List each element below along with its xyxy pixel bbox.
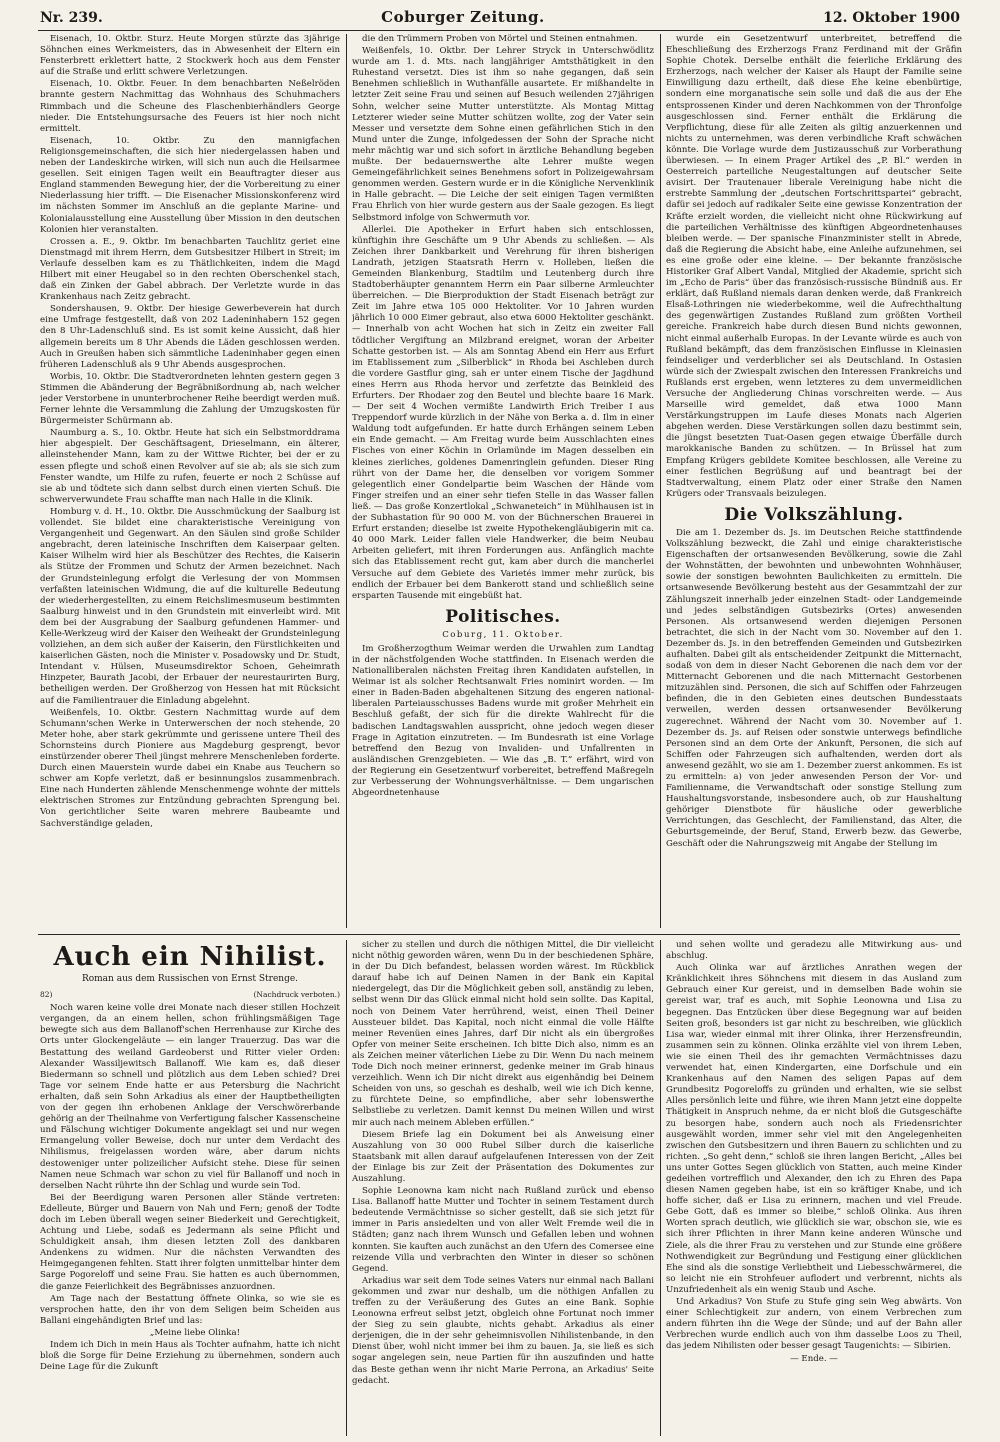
politics-heading: Politisches. — [445, 606, 561, 627]
article-paragraph: Noch waren keine volle drei Monate nach dieser stillen Hochzeit vergangen, da an einem hellen, schon frühlingsmäßigen Tage bewegte sich aus dem Ballanoff'schen Herrenhause zur Kirche des Orts unter Glockengeläute — ein langer Trauerzug. Das war die Bestattung des weiland Gardeoberst und Ritter vieler Orden: Alexander Wassiljewitsch Ballanoff. Wie kam es, daß dieser Biedermann so schnell und plötzlich aus dem Leben schied? Drei Tage vor seinem Ende hatte er aus Petersburg die Nachricht erhalten, daß sein Sohn Arkadius als einer der Hauptbetheiligten von der gegen ihn erhobenen Anklage der Verschwörerbande gehörig an der Theilnahme von Verfertigung falscher Kassenscheine und Fälschung wichtiger Dokumente angeklagt sei und nur wegen Ermangelung voller Beweise, doch nur unter dem Verdacht des Nihilismus, freigelassen worden wäre, aber darum nichts destoweniger unter polizeilicher Aufsicht stehe. Diese für seinen Namen neue Schmach war schon zu viel für Ballanoff und noch in derselben Nacht rührte ihn der Schlag und wurde sein Tod. — [40, 1003, 340, 1191]
feuilleton-rule — [38, 934, 960, 935]
article-paragraph: Am Tage nach der Bestattung öffnete Olinka, so wie sie es versprochen hatte, den ihr von dem Seligen beim Scheiden aus Ballani eingehändigten Brief und las: — [40, 1293, 340, 1326]
serial-end: — Ende. — — [790, 1354, 838, 1365]
serial-column-2 — [352, 940, 654, 1436]
masthead — [40, 8, 960, 28]
column-rule — [346, 34, 347, 928]
article-paragraph: Diesem Briefe lag ein Dokument bei als Anweisung einer Auszahlung von 30 000 Rubel Silber durch die kaiserliche Staatsbank mit allen darauf aufgelaufenen Interessen von der Zeit der Einlage bis zur Zeit der Präsentation des Dokumentes zur Auszahlung. — [352, 1129, 654, 1184]
newspaper-title: Coburger Zeitung. — [381, 8, 545, 26]
news-column-2 — [352, 34, 654, 928]
article-paragraph: sicher zu stellen und durch die nöthigen Mittel, die Dir vielleicht nicht nöthig geworden wären, wenn Du in der beschiedenen Sphäre, in der Du Dich befandest, belassen worden wärest. Im Rückblick darauf habe ich auf Deinen Namen in der Bank ein Kapital niedergelegt, das Dir die Möglichkeit geben soll, anständig zu leben, selbst wenn Dir das Glück einmal nicht hold sein sollte. Das Kapital, noch von Deinem Vater herrührend, weist, einen Theil Deiner Aussteuer bildet. Das Kapital, noch nicht einmal die volle Hälfte meiner Revenüen eines Jahres, darf Dir nicht als ein übergroßes Opfer von meiner Seite erscheinen. Ich bitte Dich also, nimm es an als Zeichen meiner väterlichen Liebe zu Dir. Wenn Du nach meinem Tode Dich noch meiner erinnerst, gedenke meiner im Grab hinaus verzeihlich. Wenn ich Dir nicht direkt aus eigenhändig bei Deinem Scheiden von uns, so geschah es deshalb, weil wie ich Dich kenne, zu fürchtete Deine, so empfindliche, aber sehr lobenswerthe Selbstliebe zu verletzen. Damit kennst Du meinen Willen und wirst mir auch nach meinem Ableben erfüllen.“ — [352, 940, 654, 1128]
column-rule — [660, 940, 661, 1436]
article-paragraph: Eisenach, 10. Oktbr. Zu den mannigfachen Religionsgemeinschaften, die sich hier niedergelassen haben und neben der Landeskirche wirken, will sich nun auch die Heilsarmee gesellen. Seit einigen Tagen weilt ein Beauftragter dieser aus England stammenden Bewegung hier, der die Vorbereitung zu einer Niederlassung hier trifft. — Die Eisenacher Missionskonferenz wird im nächsten Sommer im Anschluß an die geplante Marine- und Kolonialausstellung eine Ausstellung über Mission in den deutschen Kolonien hier veranstalten. — [40, 135, 340, 235]
article-paragraph: Sophie Leonowna kam nicht nach Rußland zurück und ebenso Lisa. Ballanoff hatte Mutter und Tochter in seinem Testament durch bedeutende Vermächtnisse so sicher gestellt, daß sie sich jetzt für immer in Paris ansiedelten und von aller Welt Fremde weil die in Städten; ganz nach ihrem Wunsch und Gefallen leben und wohnen konnten. Sie kauften auch zunächst an den Ufern des Comersee eine reizende Villa und verbrachten den Winter in dieser so schönen Gegend. — [352, 1186, 654, 1274]
article-paragraph: Eisenach, 10. Oktbr. Sturz. Heute Morgen stürzte das 3jährige Söhnchen eines Werkmeisters, das in Abwesenheit der Eltern ein Fensterbrett erklettert hatte, 2 Stockwerk hoch aus dem Fenster auf die Straße und erlitt schwere Verletzungen. — [40, 34, 340, 78]
column-rule — [346, 940, 347, 1436]
article-paragraph: Indem ich Dich in mein Haus als Tochter aufnahm, hatte ich nicht bloß die Sorge für Deine Erziehung zu übernehmen, sondern auch Deine Lage für die Zukunft — [40, 1340, 340, 1373]
article-paragraph: Weißenfels, 10. Oktbr. Der Lehrer Stryck in Unterschwödlitz wurde am 1. d. Mts. nach langjähriger Amtsthätigkeit in den Ruhestand versetzt. Dies ist ihm so nahe gegangen, daß sein Benehmen schließlich in Wuthanfälle ausartete. Er mißhandelte in letzter Zeit seine Frau und seinen auf Besuch weilenden 27jährigen Sohn, welcher seine Mutter unterstützte. Als Montag Mittag Letzterer wieder seine Mutter schützen wollte, zog der Vater sein Messer und versetzte dem Sohne einen gefährlichen Stich in den Mund unter die Zunge, infolgedessen der Sohn der Sprache nicht mehr mächtig war und sich sofort in ärztliche Behandlung begeben mußte. Der bedauernswerthe alte Lehrer mußte wegen Gemeingefährlichkeit seines Benehmens sofort in Polizeigewahrsam genommen werden. Gestern wurde er in die Königliche Nervenklinik in Halle gebracht. — Die Leiche der seit einigen Tagen vermißten Frau Ehrlich von hier wurde gestern aus der Saale gezogen. Es liegt Selbstmord infolge von Schwermuth vor. — [352, 46, 654, 223]
reprint-note: (Nachdruck verboten.) — [253, 990, 340, 1000]
politics-dateline: Coburg, 11. Oktober. — [442, 629, 564, 640]
article-paragraph: wurde ein Gesetzentwurf unterbreitet, betreffend die Eheschließung des Erzherzogs Franz Ferdinand mit der Gräfin Sophie Chotek. Derselbe enthält die feierliche Erklärung des Erzherzogs, nach welcher der Kaiser als Haupt der Familie seine Einwilligung dazu ertheilt, daß diese Ehe keine ebenbürtige, sondern eine morganatische sein solle und daß die aus der Ehe entsprossenen Kinder und deren Nachkommen von der Thronfolge ausgeschlossen sind. Ferner enthält die Erklärung die Verpflichtung, diese für alle Zeiten als giltig anzuerkennen und nichts zu unternehmen, was deren verbindliche Kraft schwächen könnte. Die Vorlage wurde dem Justizausschuß zur Vorberathung überwiesen. — In einem Prager Artikel des „P. Bl.“ werden in Oesterreich parteiliche Neugestaltungen auf deutscher Seite avisirt. Der Trautenauer liberale Vereinigung habe nicht die erstrebte Sammlung der „deutschen Fortschrittspartei“ gebracht, dafür sei jedoch auf radikaler Seite eine gewisse Konzentration der Kräfte erzielt worden, die vielleicht nicht ohne Rückwirkung auf die parteilichen Verhältnisse des künftigen Abgeordnetenhauses bleiben werde. — Der spanische Finanzminister stellt in Abrede, daß die Regierung die Absicht habe, eine Anleihe aufzunehmen, sei es eine große oder eine kleine. — Der bekannte französische Historiker Graf Albert Vandal, Mitglied der Akademie, spricht sich im „Echo de Paris“ über das französisch-russische Bündniß aus. Er erklärt, daß Rußland niemals daran denken werde, daß Frankreich Elsaß-Lothringen nie wiederbekomme, weil die Aufrechthaltung des gegenwärtigen Zustandes Rußland zum größten Vortheil gereiche. Frankreich habe durch diesen Bund nichts gewonnen, nicht einmal außerhalb Europas. In der Levante würde es auch von Rußland bekämpft, das dem französischen Einflusse in Kleinasien feindseliger und verderblicher sei als Deutschland. In Ostasien würde sich der Zwiespalt zwischen den Interessen Frankreichs und Rußlands erst ergeben, wenn letzteres zu dem unvermeidlichen Versuche der Angliederung Chinas vorschreiten werde. — Aus Marseille wird gemeldet, daß etwa 1000 Mann Verstärkungstruppen im Laufe dieses Monats nach Algerien abgehen werden. Diese Verstärkungen sollen dazu bestimmt sein, die jüngst besetzten Tuat-Oasen gegen etwaige Überfälle durch marokkanische Banden zu schützen. — In Brüssel hat zum Empfang Krügers gebildete Komitee beschlossen, alle Vereine zu einer festlichen Begrüßung auf und beantragt bei der Stadtverwaltung, einem Platz oder einer Straße den Namen Krügers oder Transvaals beizulegen. — [666, 34, 962, 499]
article-paragraph: Weißenfels, 10. Oktbr. Gestern Nachmittag wurde auf dem Schumann'schen Werke in Unterwerschen der noch stehende, 20 Meter hohe, aber stark gekrümmte und gerissene untere Theil des Schornsteins durch Pioniere aus Magdeburg gesprengt, bevor einstürzender oberer Theil jüngst mehrere Menschenleben forderte. Durch einen Mauerstein wurde dabei ein Knabe aus Teuchern so schwer am Kopfe verletzt, daß er besinnungslos zusammenbrach. Eine nach Hunderten zählende Menschenmenge wohnte der mittels elektrischen Stromes zur Entzündung gebrachten Sprengung bei. Von gerichtlicher Seite waren mehrere Baubeamte und Sachverständige geladen, — [40, 707, 340, 829]
census-heading: Die Volkszählung. — [724, 504, 904, 525]
issue-number: Nr. 239. — [40, 10, 103, 26]
issue-date: 12. Oktober 1900 — [823, 10, 960, 26]
header-rule — [38, 30, 960, 31]
article-paragraph: Sondershausen, 9. Oktbr. Der hiesige Gewerbeverein hat durch eine Umfrage festgestellt, daß von 202 Ladeninhabern 152 gegen den 8 Uhr-Ladenschluß sind. Es ist somit keine Aussicht, daß hier allgemein bereits um 8 Uhr Abends die Läden geschlossen werden. Auch in Greußen haben sich sämmtliche Ladeninhaber gegen einen früheren Ladenschluß als 9 Uhr Abends ausgesprochen. — [40, 304, 340, 370]
article-paragraph: Und Arkadius? Von Stufe zu Stufe ging sein Weg abwärts. Von einer Schlechtigkeit zur andern, von einem Verbrechen zum andern führten ihn die Wege der Sünde; und auf der Bahn aller Verbrechen wurde endlich auch von ihm dasselbe Loos zu Theil, das jedem Nihilisten oder besser gesagt Taugenichts: — Sibirien. — [666, 1297, 962, 1352]
serial-subtitle: Roman aus dem Russischen von Ernst Strenge. — [81, 974, 299, 984]
serial-column-1 — [40, 940, 340, 1436]
article-paragraph: Crossen a. E., 9. Oktbr. Im benachbarten Tauchlitz geriet eine Dienstmagd mit ihrem Herrn, dem Gutsbesitzer Hilbert in Streit; im Verlaufe desselben kam es zu Thätlichkeiten, indem die Magd Hilbert mit einer Heugabel so in den rechten Oberschenkel stach, daß ein Zinken der Gabel abbrach. Der Verletzte wurde in das Krankenhaus nach Zeitz gebracht. — [40, 236, 340, 303]
article-paragraph: „Meine liebe Olinka! — [149, 1327, 241, 1338]
article-paragraph: Homburg v. d. H., 10. Oktbr. Die Ausschmückung der Saalburg ist vollendet. Sie bildet eine charakteristische Vereinigung von Vergangenheit und Gegenwart. An den Säulen sind große Schilder angebracht, deren lateinische Inschriften dem Kaiserpaar gelten. Kaiser Wilhelm wird hier als Beschützer des Rechtes, die Kaiserin als Stütze der Frommen und Schutz der Armen bezeichnet. Nach der Grundsteinlegung erfolgt die Verlesung der von Mommsen verfaßten lateinischen Widmung, die auf die kulturelle Bedeutung der wiederhergestellten, zu einem Reichslimesmuseum bestimmten Saalburg hinweist und in den Grundstein mit einverleibt wird. Mit dem bei der Ausgrabung der Saalburg gefundenen Hammer- und Kelle-Werkzeug wird der Kaiser den Weiheakt der Grundsteinlegung vollziehen, an dem sich außer der Kaiserin, den Fürstlichkeiten und kaiserlichen Gästen, noch die Minister v. Posadowsky und Dr. Studt, Intendant v. Hülsen, Museumsdirektor Schoen, Geheimrath Hinzpeter, Baurath Jacobi, der Erbauer der neurestaurirten Burg, betheiligen werden. Der Großherzog von Hessen hat mit Rücksicht auf die Familientrauer die Einladung abgelehnt. — [40, 506, 340, 706]
article-paragraph: Bei der Beerdigung waren Personen aller Stände vertreten: Edelleute, Bürger und Bauern von Nah und Fern; genoß der Todte doch im Leben überall wegen seiner Biederkeit und Gerechtigkeit, Achtung und Liebe, sodaß es Jedermann als seine Pflicht und Schuldigkeit ansah, ihm diesen letzten Zoll des dankbaren Andenkens zu widmen. Nur die nächsten Verwandten des Heimgegangenen fehlten. Statt ihrer folgten unmittelbar hinter dem Sarge Pogoreloff und seine Frau. Sie hatten es auch übernommen, die ganze Feierlichkeit des Begräbnisses anzuordnen. — [40, 1192, 340, 1292]
news-column-1 — [40, 34, 340, 928]
article-paragraph: Im Großherzogthum Weimar werden die Urwahlen zum Landtag in der nächstfolgenden Woche stattfinden. In Eisenach werden die Nationalliberalen nächsten Freitag ihren Kandidaten aufstellen, in Weimar ist als solcher Rechtsanwalt Fries nominirt worden. — Im einer in Baden-Baden abgehaltenen Sitzung des engeren national-liberalen Parteiausschusses Badens wurde mit großer Mehrheit ein Beschluß gefaßt, der sich für die direkte Wahlrecht für die badischen Landtagswahlen ausspricht, ohne jedoch wegen dieser Frage in Agitation einzutreten. — Im Bundesrath ist eine Vorlage betreffend den Bezug von Invaliden- und Unfallrenten in ausländischen Grenzgebieten. — Wie das „B. T.“ erfährt, wird von der Regierung ein Gesetzentwurf vorbereitet, betreffend Maßregeln zur Verbesserung der Wohnungsverhältnisse. — Dem ungarischen Abgeordnetenhause — [352, 643, 654, 799]
article-paragraph: Die am 1. Dezember ds. Js. im Deutschen Reiche stattfindende Volkszählung bezweckt, die Zahl und einige charakteristische Eigenschaften der ortsanwesenden Bevölkerung, sowie die Zahl der Wohnstätten, der bewohnten und unbewohnten Wohnhäuser, sowie der sonstigen bewohnten Baulichkeiten zu ermitteln. Die ortsanwesende Bevölkerung besteht aus der Gesammtzahl der zur Zählungszeit innerhalb jeder einzelnen Stadt- oder Landgemeinde und jedes selbständigen Gutsbezirks (Ortes) anwesenden Personen. Als ortsanwesend werden diejenigen Personen betrachtet, die sich in der Nacht vom 30. November auf den 1. Dezember ds. Js. in den betreffenden Gemeinden und Gutsbezirken aufhalten. Dabei gilt als entscheidender Zeitpunkt die Mitternacht, sodaß von dem in dieser Nacht Geborenen die nach dem vor der Mitternacht Geborenen und die nach Mitternacht Gestorbenen mitzuzählen sind. Personen, die sich auf Schiffen oder Fahrzeugen befinden, die in den Gebieten eines deutschen Bundesstaats verweilen, werden dessen ortsanwesender Bevölkerung zugerechnet. Während der Nacht vom 30. November auf 1. Dezember ds. Js. auf Reisen oder sonstwie unterwegs befindliche Personen sind an dem Orte der Ankunft, Personen, die sich auf Schiffen oder Fahrzeugen sich aufhaltenden, werden dort als anwesend gezählt, wo sie am 1. Dezember zuerst ankommen. Es ist zu ermitteln: a) von jeder anwesenden Person der Vor- und Familienname, die Verwandtschaft oder sonstige Stellung zum Haushaltungsvorstande, insbesondere auch, ob zur Haushaltung gehöriger Dienstbote für häusliche oder gewerbliche Verrichtungen, das Geschlecht, der Familienstand, das Alter, die Geburtsgemeinde, der Beruf, Stand, Erwerb bezw. das Gewerbe, Geschäft oder die Nahrungszweig mit Angabe der Stellung im — [666, 527, 962, 849]
article-paragraph: Auch Olinka war auf ärztliches Anrathen wegen der Kränklichkeit ihres Söhnchens mit diesem in das Ausland zum Gebrauch einer Kur gereist, und in demselben Bade wohin sie gereist war, traf es auch, mit Sophie Leonowna und Lisa zu begegnen. Das Entzücken über diese Begegnung war auf beiden Seiten groß, besonders ist gar nicht zu beschreiben, wie glücklich Lisa war, wieder einmal mit ihrer Olinka, ihrer Herzensfreundin, zusammen sein zu können. Olinka erzählte viel von ihrem Leben, wie sie einen Theil des ihr gemachten Vermächtnisses dazu verwendet hat, einen Kindergarten, eine Dorfschule und ein Krankenhaus auf den Namen des seligen Papas auf dem Grundbesitz Pogoreloffs zu gründen und erhalten, wie sie selbst Alles persönlich leite und führe, wie ihren Mann jetzt eine doppelte Thätigkeit in Anspruch nehme, da er nicht bloß die Gutsgeschäfte zu besorgen habe, sondern auch noch als Friedensrichter ausgewählt worden, immer sehr viel mit den Angelegenheiten zwischen den Gutsbesitzern und ihren Bauern zu schlichten und zu richten. „So geht denn,“ schloß sie ihren langen Bericht, „Alles bei uns unter Gottes Segen glücklich von Statten, auch meine Kinder gedeihen vortrefflich und Alexander, den ich zu Ehren des Papa diesen Namen gegeben habe, ist ein so kräftiger Knabe, und ich hoffe sicher, daß er Lisa zu erinnern, machen und viel Freude. Gebe Gott, daß es immer so bleibe,“ schloß Olinka. Aus ihren Worten sprach deutlich, wie glücklich sie war, obschon sie, wie es sich ihrer Pflichten in ihrer Mann keine anderen Wünsche und Ziele, als die ihrer Frau zu verstehen und zur Stunde eine größere Nothwendigkeit zur Begründung und Festigung einer glücklichen Ehe sind als die sonstige Verliebtheit und Liebesschwärmerei, die so leicht nie ein Strohfeuer auflodert und verbrennt, nichts als Unzufriedenheit als ein wenig Staub und Asche. — [666, 963, 962, 1295]
article-paragraph: Naumburg a. S., 10. Oktbr. Heute hat sich ein Selbstmorddrama hier abgespielt. Der Geschäftsagent, Drieselmann, ein älterer, alleinstehender Mann, kam zu der Wittwe Richter, bei der er zu essen pflegte und schoß einen Revolver auf sie ab; als sie sich zum Fenster wandte, um Hilfe zu rufen, feuerte er noch 2 Schüsse auf sie ab und tödtete sich dann selbst durch einen vierten Schuß. Die schwerverwundete Frau schaffte man nach Halle in die Klinik. — [40, 428, 340, 505]
article-paragraph: und sehen wollte und geradezu alle Mitwirkung aus- und abschlug. — [666, 940, 962, 962]
serial-title: Auch ein Nihilist. — [53, 942, 327, 972]
article-paragraph: Arkadius war seit dem Tode seines Vaters nur einmal nach Ballani gekommen und zwar nur deshalb, um die nöthigen Anfallen zu treffen zu der Veräußerung des Gutes an eine Bank. Sophie Leonowna erfreut selbst jetzt, obgleich ohne Fortunat noch immer der Sieg zu sein glaubte, nichts gehabt. Arkadius als einer derjenigen, die in der sehr geheimnisvollen Nihilistenbande, in den Dienst über, wohl nicht immer bei ihm zu bauen. Ja, sie ließ es sich sogar angelegen sein, neue Partien für ihn auszufinden und hatte das Beste gethan wenn ihr nicht Marie Perrona, an Arkadius' Seite gedacht. — [352, 1275, 654, 1386]
news-column-3 — [666, 34, 962, 928]
serial-meta — [40, 989, 340, 1000]
serial-column-3 — [666, 940, 962, 1436]
article-paragraph: Eisenach, 10. Oktbr. Feuer. In dem benachbarten Neßelröden brannte gestern Nachmittag das Wohnhaus des Schuhmachers Rimmbach und die Scheune des Flaschenbierhändlers George nieder. Die Entstehungsursache des Feuers ist hier noch nicht ermittelt. — [40, 79, 340, 134]
article-paragraph: Worbis, 10. Oktbr. Die Stadtverordneten lehnten gestern gegen 3 Stimmen die Abänderung der Begräbnißordnung ab, nach welcher jeder Verstorbene in ununterbrochener Reihe beerdigt werden muß. Ferner lehnte die Versammlung die Zahlung der Umzugskosten für Bürgermeister Schürmann ab. — [40, 371, 340, 427]
article-paragraph: die den Trümmern Proben von Mörtel und Steinen entnahmen. — [362, 34, 638, 44]
column-rule — [660, 34, 661, 928]
serial-number: 82) — [40, 990, 53, 1000]
article-paragraph: Allerlei. Die Apotheker in Erfurt haben sich entschlossen, künftighin ihre Geschäfte um 9 Uhr Abends zu schließen. — Als Zeichen ihrer Dankbarkeit und Verehrung für ihren bisherigen Landrath, jetzigen Staatsrath Herrn v. Holleben, ließen die Gemeinden Blankenburg, Stadtilm und Leutenberg durch ihre Stadtoberhäupter genanntem Herrn ein Paar silberne Armleuchter überreichen. — Die Bierproduktion der Stadt Eisenach beträgt zur Zeit im Jahre etwa 105 000 Hektoliter. Vor 10 Jahren wurden jährlich 10 000 Eimer gebraut, also etwa 6000 Hektoliter geschänkt. — Innerhalb von acht Wochen hat sich in Zeitz ein zweiter Fall tödtlicher Vergiftung an Milzbrand ereignet, woran der Arbeiter Schatte gestorben ist. — Als am Sonntag Abend ein Herr aus Erfurt im Etablissement zum „Silberblick“ in Rhoda bei Aschleben durch die vordere Gastflur ging, sah er unter einem Tische der Jagdhund eines Herrn aus Rhoda hervor und zerfetzte das Beinkleid des Erfurters. Der Rhodaer zog den Beutel und blechte baare 16 Mark. — Der seit 4 Wochen vermißte Landwirth Erich Treiber I aus Treppendorf wurde kürzlich in der Nähe von Berka a. d. Ilm in einer Waldung todt aufgefunden. Er hatte durch Erhängen seinem Leben ein Ende gemacht. — Am Freitag wurde beim Ausschlachten eines Fisches von einer Köchin in Orlamünde im Magen desselben ein kleines zierliches, goldenes Damenringlein gefunden. Dieser Ring rührt von der Dame her, die denselben vor vorigem Sommer gelegentlich einer Gondelpartie beim Waschen der Hände vom Finger streifen und an einer sehr tiefen Stelle in das Wasser fallen ließ. — Das große Konzertlokal „Schwaneteich“ in Mühlhausen ist in der Subhastation für 90 000 M. von der Büchnerschen Brauerei in Erfurt erstanden; dieselbe ist zweite Hypothekengläubigerin mit ca. 40 000 Mark. Leider fallen viele Handwerker, die beim Neubau Arbeiten geliefert, mit ihren Forderungen aus. Anfänglich machte sich das Etablissement recht gut, kam aber durch die mancherlei Versuche auf dem Gebiete des Varietés immer mehr zurück, bis endlich der Erbauer bei dem Bankerott stand und schließlich seine ersparten Tausende mit eingebüßt hat. — [352, 224, 654, 601]
